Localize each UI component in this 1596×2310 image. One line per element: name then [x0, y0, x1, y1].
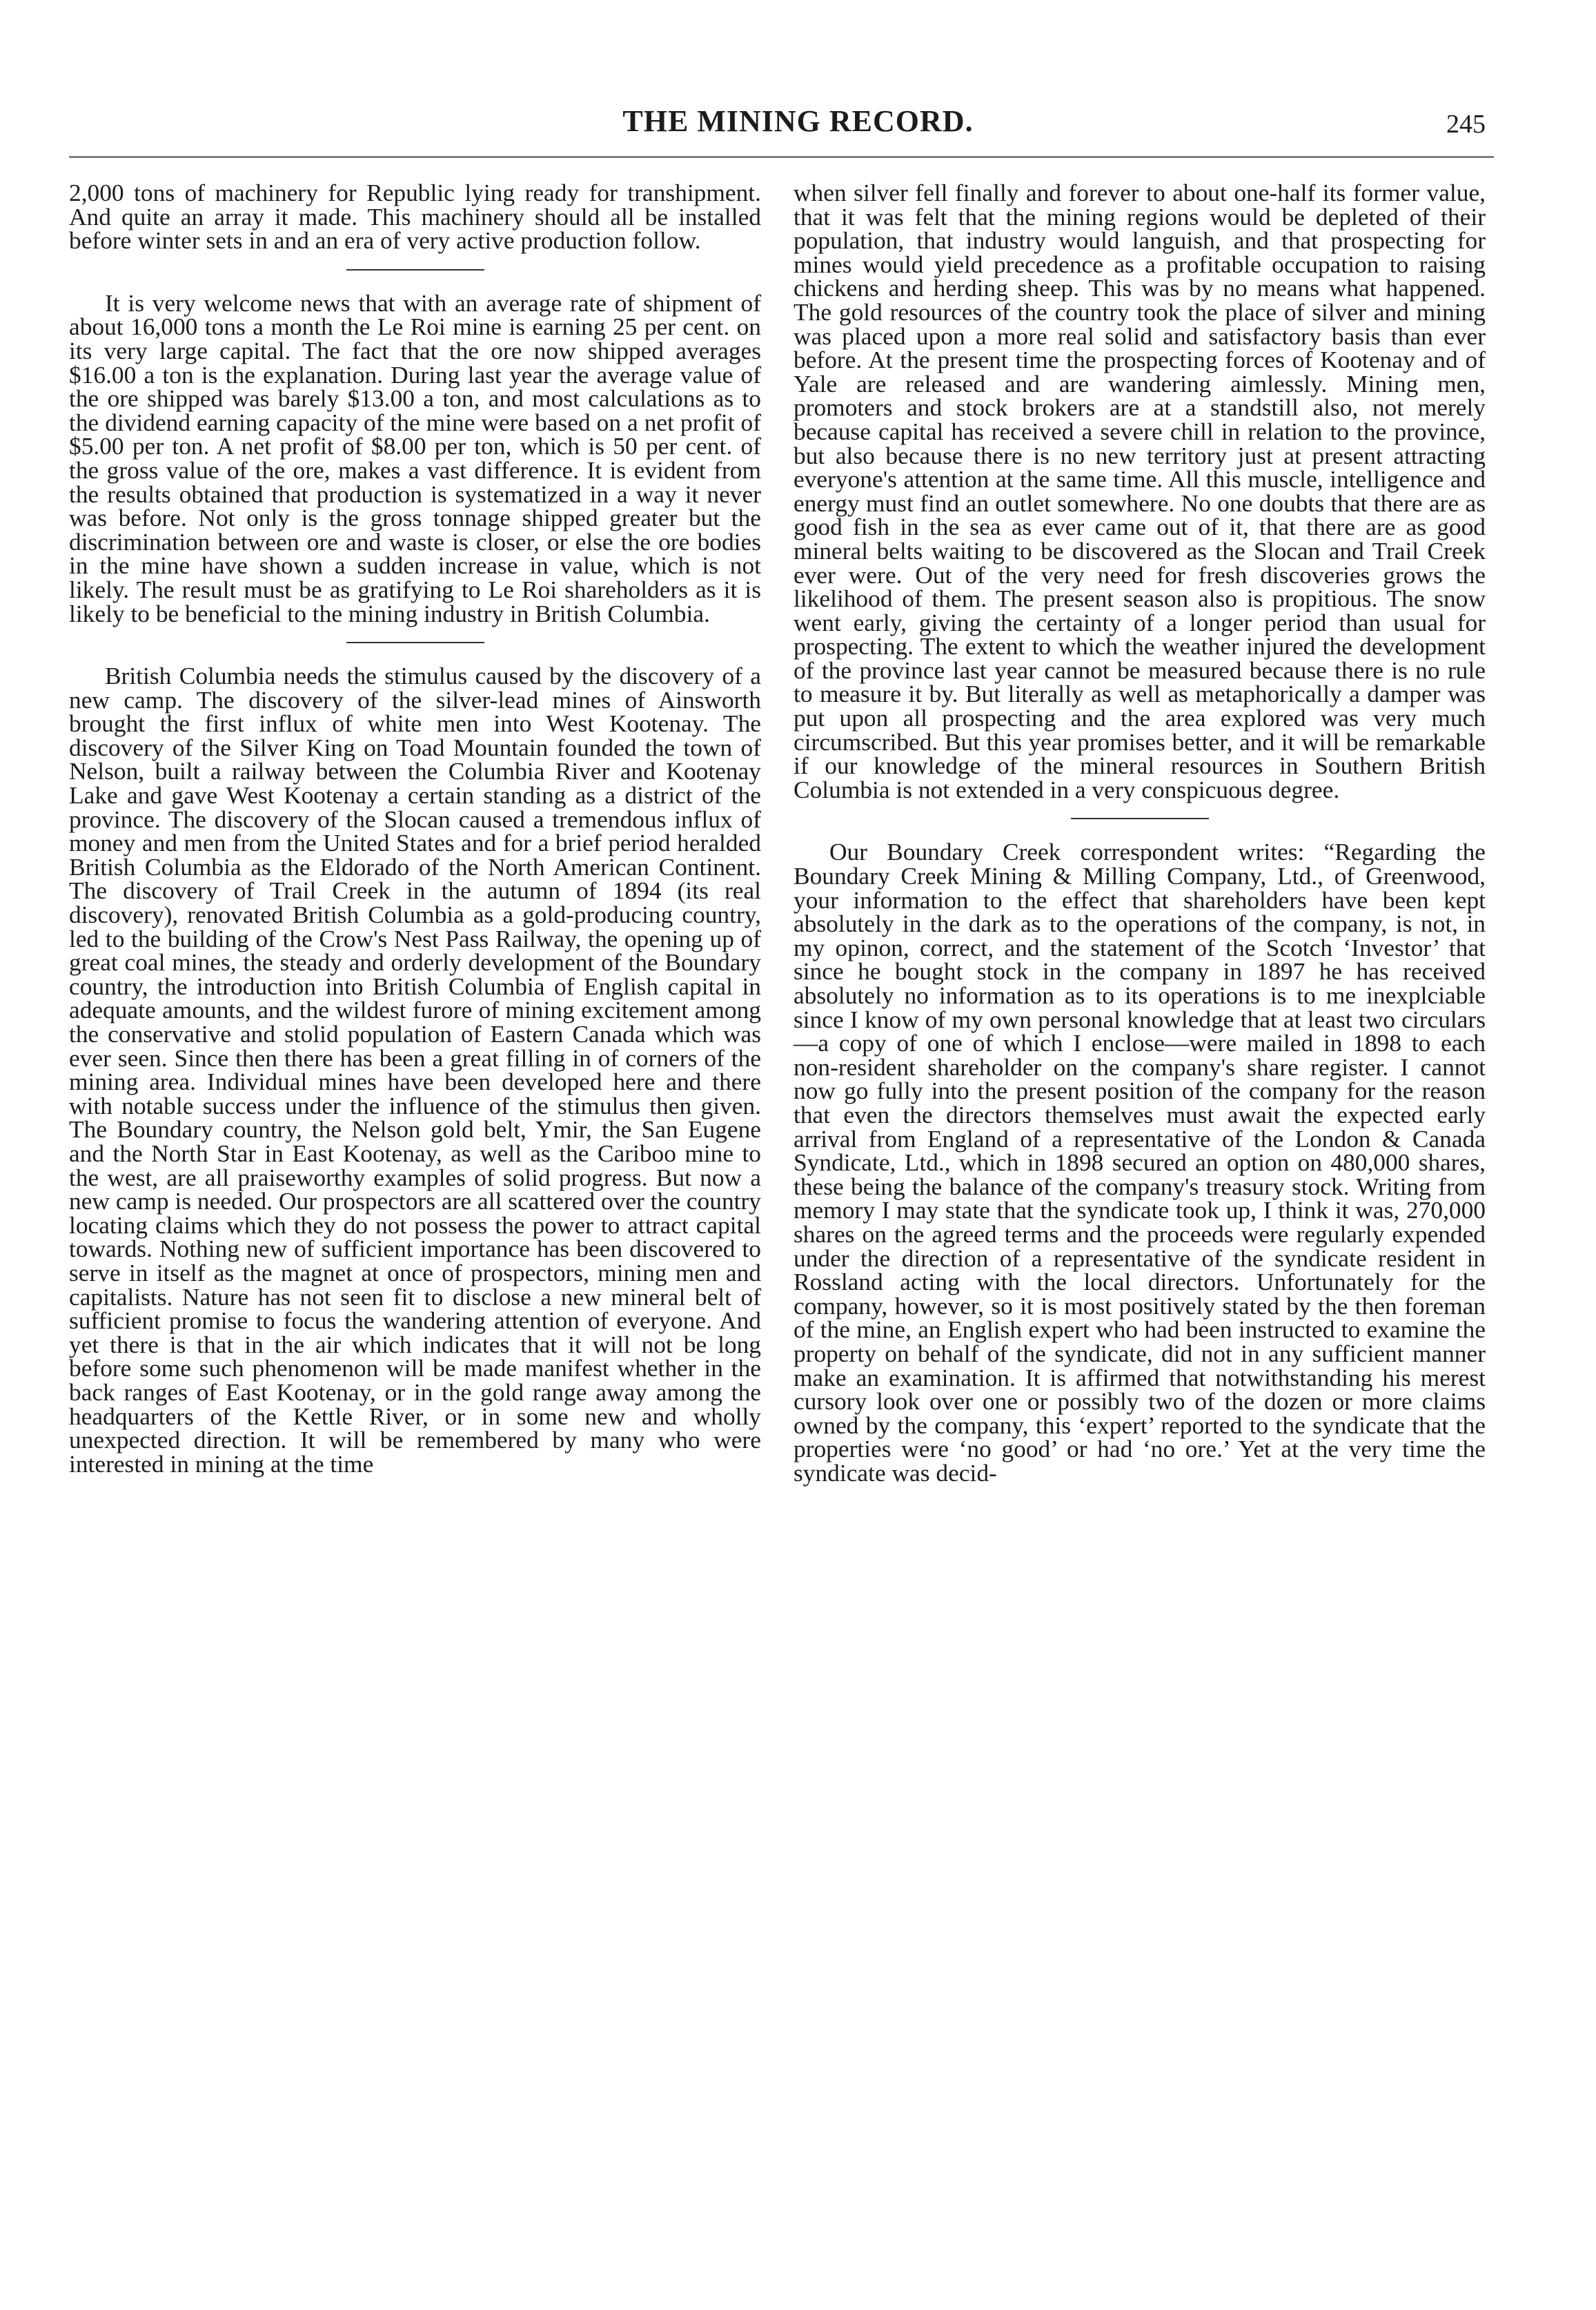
paragraph-le-roi: It is very welcome news that with an average rate of shipment of about 16,000 tons a month the Le Roi mine is earning 25 per cent. on its very large capital. The fact that the ore now shipped averages $16.00 a ton is the explanation. During last year the average value of the ore shipped was barely $13.00 a ton, and most calculations as to the dividend earning capacity of the mine were based on a net profit of $5.00 per ton. A net profit of $8.00 per ton, which is 50 per cent. of the gross value of the ore, makes a vast difference. It is evident from the results obtained that production is systematized in a way it never was before. Not only is the gross tonnage shipped greater but the discrimination between ore and waste is closer, or else the ore bodies in the mine have shown a sudden increase in value, which is not likely. The result must be as gratifying to Le Roi shareholders as it is likely to be beneficial to the mining industry in British Columbia.	[69, 288, 761, 627]
paragraph-republic-machinery: 2,000 tons of machinery for Republic lying ready for transhipment. And quite an array it made. This machinery should all be installed before winter sets in and an era of very active production follow.	[69, 179, 761, 255]
paragraph-new-camp: British Columbia needs the stimulus caused by the discovery of a new camp. The discovery of the silver-lead mines of Ainsworth brought the first influx of white men into West Kootenay. The discovery of the Silver King on Toad Mountain founded the town of Nelson, built a railway between the Columbia River and Kootenay Lake and gave West Kootenay a certain standing as a district of the province. The discovery of the Slocan caused a tremendous influx of money and men from the United States and for a brief period heralded British Columbia as the Eldorado of the North American Continent. The discovery of Trail Creek in the autumn of 1894 (its real discovery), renovated British Columbia as a gold-producing country, led to the building of the Crow's Nest Pass Railway, the opening up of great coal mines, the steady and orderly development of the Boundary country, the introduction into British Columbia of English capital in adequate amounts, and the wildest furore of mining excitement among the conservative and stolid population of Eastern Canada which was ever seen. Since then there has been a great filling in of corners of the mining area. Individual mines have been developed here and there with notable success under the influence of the stimulus then given. The Boundary country, the Nelson gold belt, Ymir, the San Eugene and the North Star in East Kootenay, as well as the Cariboo mine to the west, are all praiseworthy examples of solid progress. But now a new camp is needed. Our prospectors are all scattered over the country locating claims which they do not possess the power to attract capital towards. Nothing new of sufficient importance has been discovered to serve in itself as the magnet at once of prospectors, mining men and capitalists. Nature has not seen fit to disclose a new mineral belt of sufficient promise to focus the wandering attention of everyone. And yet there is that in the air which indicates that it will not be long before some such phenomenon will be made manifest whether in the back ranges of East Kootenay, or in the gold range away among the headquarters of the Kettle River, or in some new and wholly unexpected direction. It will be remembered by many who were interested in mining at the time	[69, 662, 761, 1478]
paragraph-boundary-creek-correspondent: Our Boundary Creek correspondent writes: “Regarding the Boundary Creek Mining & Milling Company, Ltd., of Greenwood, your information to the effect that shareholders have been kept absolutely in the dark as to the operations of the company, is not, in my opinon, correct, and the statement of the Scotch ‘Investor’ that since he bought stock in the company in 1897 he has received absolutely no information as to its operations is to me inexplciable since I know of my own personal knowledge that at least two circulars —a copy of one of which I enclose—were mailed in 1898 to each non-resident shareholder on the company's share register. I cannot now go fully into the present position of the company for the reason that even the directors themselves must await the expected early arrival from England of a representative of the London & Canada Syndicate, Ltd., which in 1898 secured an option on 480,000 shares, these being the balance of the company's treasury stock. Writing from memory I may state that the syndicate took up, I think it was, 270,000 shares on the agreed terms and the proceeds were regularly expended under the direction of a representative of the syndicate resident in Rossland acting with the local directors. Unfortunately for the company, however, so it is most positively stated by the then foreman of the mine, an English expert who had been instructed to examine the property on behalf of the syndicate, did not in any sufficient manner make an examination. It is affirmed that notwithstanding his merest cursory look over one or possibly two of the dozen or more claims owned by the company, this ‘expert’ reported to the syndicate that the properties were ‘no good’ or had ‘no ore.’ Yet at the very time the syndicate was decid-	[794, 838, 1486, 1487]
right-column	[794, 181, 1486, 1485]
page-header	[0, 104, 1596, 152]
section-separator	[346, 642, 484, 643]
page-number: 245	[1446, 110, 1486, 139]
running-title: THE MINING RECORD.	[622, 104, 974, 138]
section-separator	[346, 269, 484, 271]
section-separator	[1071, 818, 1209, 819]
header-rule	[69, 156, 1494, 158]
left-column	[69, 181, 761, 1476]
paragraph-silver-fell: when silver fell finally and forever to about one-half its former value, that it was felt that the mining regions would be depleted of their population, that industry would languish, and that prospecting for mines would yield precedence as a profitable occupation to raising chickens and herding sheep. This was by no means what happened. The gold resources of the country took the place of silver and mining was placed upon a more real solid and satisfactory basis than ever before. At the present time the prospecting forces of Kootenay and of Yale are released and are wandering aimlessly. Mining men, promoters and stock brokers are at a standstill also, not merely because capital has received a severe chill in relation to the province, but also because there is no new territory just at present attracting everyone's attention at the same time. All this muscle, intelligence and energy must find an outlet somewhere. No one doubts that there are as good fish in the sea as ever came out of it, that there are as good mineral belts waiting to be discovered as the Slocan and Trail Creek ever were. Out of the very need for fresh discoveries grows the likelihood of them. The present season also is propitious. The snow went early, giving the certainty of a longer period than usual for prospecting. The extent to which the weather injured the development of the province last year cannot be measured because there is no rule to measure it by. But literally as well as metaphorically a damper was put upon all prospecting and the area explored was very much circumscribed. But this year promises better, and it will be remarkable if our knowledge of the mineral resources in Southern British Columbia is not extended in a very conspicuous degree.	[794, 179, 1486, 803]
